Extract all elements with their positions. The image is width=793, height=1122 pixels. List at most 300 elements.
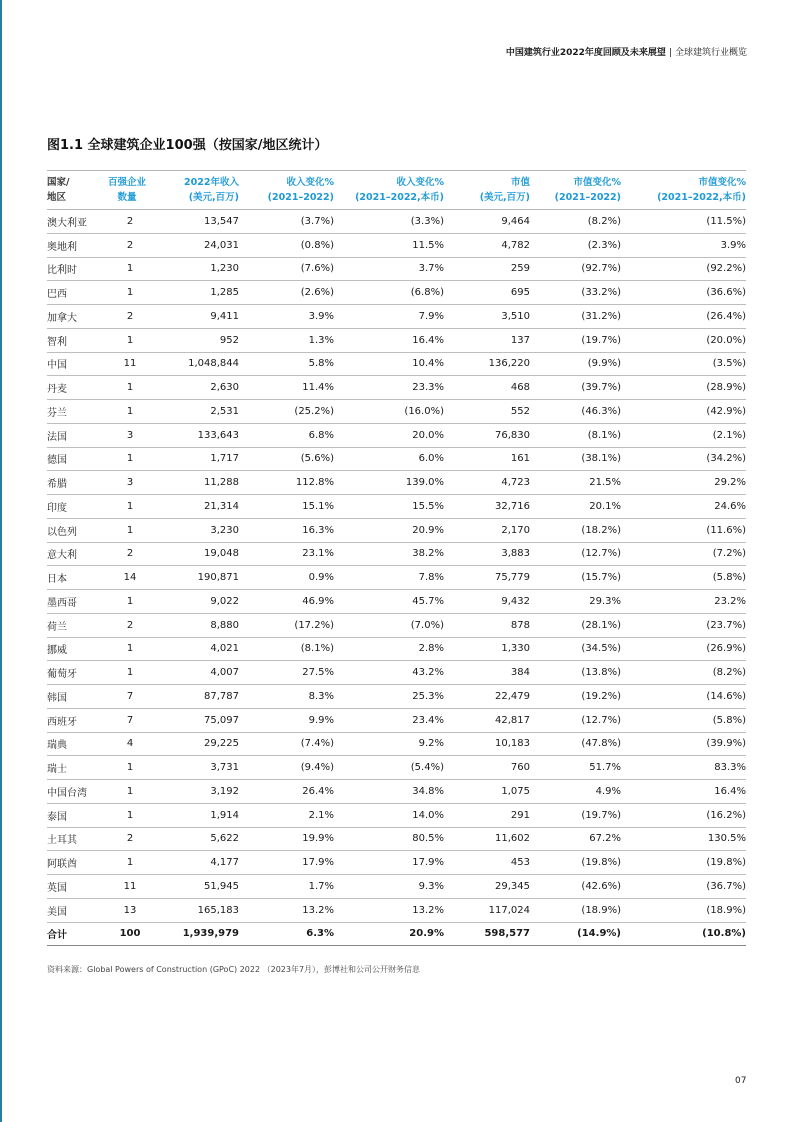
table-cell: 2 <box>103 613 151 637</box>
column-header-line2: (2021–2022) <box>267 192 334 203</box>
table-cell: (19.7%) <box>530 803 621 827</box>
table-cell: 2,531 <box>151 400 239 424</box>
table-cell: 1 <box>103 803 151 827</box>
row-label: 法国 <box>47 423 103 447</box>
table-cell: 137 <box>444 328 530 352</box>
row-label: 阿联酋 <box>47 851 103 875</box>
table-cell: 3,731 <box>151 756 239 780</box>
row-label: 葡萄牙 <box>47 661 103 685</box>
table-cell: (36.7%) <box>621 875 746 899</box>
table-cell: 11 <box>103 352 151 376</box>
table-row <box>47 708 746 732</box>
table-cell: 51,945 <box>151 875 239 899</box>
table-cell: 1 <box>103 661 151 685</box>
table-cell: (8.2%) <box>530 210 621 234</box>
table-cell: 25.3% <box>334 685 444 709</box>
table-cell: 3.7% <box>334 257 444 281</box>
table-cell: 19,048 <box>151 542 239 566</box>
table-cell: 24.6% <box>621 495 746 519</box>
page-header <box>506 45 747 58</box>
table-row <box>47 518 746 542</box>
table-cell: 1,230 <box>151 257 239 281</box>
source-note: 资料来源：Global Powers of Construction (GPoC) 2022 （2023年7月），彭博社和公司公开财务信息 <box>47 965 421 974</box>
table-cell: 27.5% <box>239 661 334 685</box>
table-cell: (26.9%) <box>621 637 746 661</box>
table-cell: (14.6%) <box>621 685 746 709</box>
table-cell: 1,048,844 <box>151 352 239 376</box>
table-cell: 291 <box>444 803 530 827</box>
table-cell: (19.2%) <box>530 685 621 709</box>
table-cell: 1,075 <box>444 780 530 804</box>
table-cell: 29.2% <box>621 471 746 495</box>
table-cell: 51.7% <box>530 756 621 780</box>
column-header-line2: (2021–2022,本币) <box>355 192 444 203</box>
table-cell: (9.4%) <box>239 756 334 780</box>
row-label: 日本 <box>47 566 103 590</box>
table-cell: (18.2%) <box>530 518 621 542</box>
column-header-line1: 国家/ <box>47 177 70 188</box>
table-cell: 1 <box>103 590 151 614</box>
table-cell: 598,577 <box>444 922 530 946</box>
column-header-line1: 收入变化% <box>286 177 334 188</box>
table-cell: 21.5% <box>530 471 621 495</box>
table-cell: (8.1%) <box>530 423 621 447</box>
table-row <box>47 305 746 329</box>
table-cell: (26.4%) <box>621 305 746 329</box>
table-cell: 2 <box>103 827 151 851</box>
table-cell: 75,779 <box>444 566 530 590</box>
row-label: 泰国 <box>47 803 103 827</box>
table-cell: 29,345 <box>444 875 530 899</box>
table-cell: 13.2% <box>239 898 334 922</box>
table-cell: 38.2% <box>334 542 444 566</box>
table-cell: (92.7%) <box>530 257 621 281</box>
table-row <box>47 851 746 875</box>
table-cell: (2.3%) <box>530 233 621 257</box>
row-label: 瑞典 <box>47 732 103 756</box>
table-row <box>47 875 746 899</box>
row-label: 英国 <box>47 875 103 899</box>
section-title: 全球建筑行业概览 <box>674 48 747 58</box>
table-cell: (7.0%) <box>334 613 444 637</box>
table-cell: (18.9%) <box>621 898 746 922</box>
table-row <box>47 423 746 447</box>
table-cell: 23.2% <box>621 590 746 614</box>
table-row <box>47 756 746 780</box>
table-cell: 23.3% <box>334 376 444 400</box>
table-cell: 165,183 <box>151 898 239 922</box>
row-label: 加拿大 <box>47 305 103 329</box>
table-row <box>47 661 746 685</box>
table-cell: 2 <box>103 542 151 566</box>
table-cell: 1 <box>103 518 151 542</box>
header-separator: | <box>668 48 672 58</box>
table-cell: 1 <box>103 400 151 424</box>
table-cell: 9.9% <box>239 708 334 732</box>
table-cell: (14.9%) <box>530 922 621 946</box>
table-cell: 14 <box>103 566 151 590</box>
table-cell: (34.5%) <box>530 637 621 661</box>
table-cell: 468 <box>444 376 530 400</box>
table-cell: 17.9% <box>239 851 334 875</box>
table-cell: 5.8% <box>239 352 334 376</box>
table-cell: (28.9%) <box>621 376 746 400</box>
table-row <box>47 281 746 305</box>
table-cell: 20.1% <box>530 495 621 519</box>
table-cell: (2.6%) <box>239 281 334 305</box>
table-row <box>47 328 746 352</box>
column-header-line2: (美元,百万) <box>479 192 530 203</box>
table-cell: 3,192 <box>151 780 239 804</box>
table-cell: 13,547 <box>151 210 239 234</box>
table-cell: 14.0% <box>334 803 444 827</box>
table-cell: (11.6%) <box>621 518 746 542</box>
table-cell: 2 <box>103 305 151 329</box>
table-cell: 1 <box>103 281 151 305</box>
table-header-row <box>47 171 746 210</box>
table-cell: 1 <box>103 851 151 875</box>
table-cell: 19.9% <box>239 827 334 851</box>
table-cell: 2 <box>103 233 151 257</box>
table-cell: (15.7%) <box>530 566 621 590</box>
column-header-line2: 地区 <box>47 192 67 203</box>
table-cell: 10,183 <box>444 732 530 756</box>
table-cell: 1,939,979 <box>151 922 239 946</box>
table-cell: 15.1% <box>239 495 334 519</box>
table-cell: (39.9%) <box>621 732 746 756</box>
row-label: 比利时 <box>47 257 103 281</box>
table-cell: (17.2%) <box>239 613 334 637</box>
table-cell: (0.8%) <box>239 233 334 257</box>
row-label: 合计 <box>47 922 103 946</box>
table-cell: (7.6%) <box>239 257 334 281</box>
table-cell: (46.3%) <box>530 400 621 424</box>
table-cell: (34.2%) <box>621 447 746 471</box>
table-cell: 11,602 <box>444 827 530 851</box>
table-row <box>47 613 746 637</box>
table-total-row <box>47 922 746 946</box>
table-row <box>47 257 746 281</box>
table-cell: 9,022 <box>151 590 239 614</box>
table-cell: 1,330 <box>444 637 530 661</box>
table-cell: 11,288 <box>151 471 239 495</box>
table-cell: 4,021 <box>151 637 239 661</box>
column-header-5 <box>444 171 530 210</box>
column-header-line2: (2021–2022) <box>554 192 621 203</box>
column-header-line2: (2021–2022,本币) <box>657 192 746 203</box>
table-cell: 3,230 <box>151 518 239 542</box>
table-row <box>47 732 746 756</box>
row-label: 土耳其 <box>47 827 103 851</box>
table-cell: 20.9% <box>334 922 444 946</box>
table-cell: 11.5% <box>334 233 444 257</box>
table-cell: 384 <box>444 661 530 685</box>
table-cell: 23.1% <box>239 542 334 566</box>
table-cell: 9,464 <box>444 210 530 234</box>
row-label: 以色列 <box>47 518 103 542</box>
table-cell: (7.2%) <box>621 542 746 566</box>
table-cell: (19.8%) <box>530 851 621 875</box>
table-cell: (19.7%) <box>530 328 621 352</box>
column-header-3 <box>239 171 334 210</box>
row-label: 荷兰 <box>47 613 103 637</box>
table-cell: 1,285 <box>151 281 239 305</box>
table-cell: 87,787 <box>151 685 239 709</box>
table-cell: 3 <box>103 471 151 495</box>
table-cell: 4,177 <box>151 851 239 875</box>
table-cell: 259 <box>444 257 530 281</box>
table-cell: (7.4%) <box>239 732 334 756</box>
table-cell: 76,830 <box>444 423 530 447</box>
table-cell: 2,630 <box>151 376 239 400</box>
table-cell: 139.0% <box>334 471 444 495</box>
table-cell: 1,914 <box>151 803 239 827</box>
page-number: 07 <box>735 1076 747 1086</box>
table-row <box>47 590 746 614</box>
table-cell: 7.9% <box>334 305 444 329</box>
table-row <box>47 210 746 234</box>
table-cell: (12.7%) <box>530 542 621 566</box>
table-cell: (28.1%) <box>530 613 621 637</box>
table-cell: 878 <box>444 613 530 637</box>
table-cell: 1 <box>103 257 151 281</box>
table-cell: 9.2% <box>334 732 444 756</box>
row-label: 西班牙 <box>47 708 103 732</box>
table-cell: 43.2% <box>334 661 444 685</box>
table-cell: 2 <box>103 210 151 234</box>
table-cell: (9.9%) <box>530 352 621 376</box>
table-body <box>47 210 746 946</box>
column-header-6 <box>530 171 621 210</box>
table-cell: (39.7%) <box>530 376 621 400</box>
column-header-line1: 市值 <box>510 177 530 188</box>
table-cell: 0.9% <box>239 566 334 590</box>
table-cell: (5.8%) <box>621 708 746 732</box>
table-row <box>47 352 746 376</box>
page-left-border <box>0 0 2 1122</box>
table-cell: 4,723 <box>444 471 530 495</box>
column-header-line1: 百强企业 <box>107 177 146 188</box>
table-cell: (92.2%) <box>621 257 746 281</box>
table-cell: 190,871 <box>151 566 239 590</box>
table-cell: 34.8% <box>334 780 444 804</box>
table-cell: 3.9% <box>239 305 334 329</box>
table-row <box>47 471 746 495</box>
table-cell: 46.9% <box>239 590 334 614</box>
table-cell: 20.0% <box>334 423 444 447</box>
table-cell: 16.3% <box>239 518 334 542</box>
table-cell: 2.8% <box>334 637 444 661</box>
table-cell: 1 <box>103 637 151 661</box>
table-cell: 760 <box>444 756 530 780</box>
table-cell: 695 <box>444 281 530 305</box>
table-cell: 22,479 <box>444 685 530 709</box>
table-row <box>47 400 746 424</box>
table-cell: 11.4% <box>239 376 334 400</box>
table-cell: 1.3% <box>239 328 334 352</box>
table-cell: 13.2% <box>334 898 444 922</box>
table-cell: 75,097 <box>151 708 239 732</box>
column-header-0 <box>47 171 103 210</box>
table-cell: 23.4% <box>334 708 444 732</box>
row-label: 印度 <box>47 495 103 519</box>
table-cell: (2.1%) <box>621 423 746 447</box>
table-cell: (20.0%) <box>621 328 746 352</box>
table-cell: 2,170 <box>444 518 530 542</box>
table-cell: 21,314 <box>151 495 239 519</box>
table-row <box>47 542 746 566</box>
row-label: 智利 <box>47 328 103 352</box>
table-cell: 136,220 <box>444 352 530 376</box>
table-cell: 1 <box>103 780 151 804</box>
table-row <box>47 233 746 257</box>
table-row <box>47 495 746 519</box>
row-label: 奥地利 <box>47 233 103 257</box>
table-cell: 1.7% <box>239 875 334 899</box>
table-cell: 20.9% <box>334 518 444 542</box>
table-cell: (3.5%) <box>621 352 746 376</box>
table-cell: 130.5% <box>621 827 746 851</box>
table-cell: 4 <box>103 732 151 756</box>
table-cell: 67.2% <box>530 827 621 851</box>
table-cell: (31.2%) <box>530 305 621 329</box>
table-row <box>47 447 746 471</box>
table-cell: 1 <box>103 495 151 519</box>
table-cell: 161 <box>444 447 530 471</box>
table-cell: 7 <box>103 708 151 732</box>
table-cell: 7.8% <box>334 566 444 590</box>
table-cell: 4.9% <box>530 780 621 804</box>
table-cell: (33.2%) <box>530 281 621 305</box>
column-header-4 <box>334 171 444 210</box>
table-row <box>47 566 746 590</box>
table-cell: 17.9% <box>334 851 444 875</box>
table-cell: 11 <box>103 875 151 899</box>
table-cell: (16.0%) <box>334 400 444 424</box>
table-cell: (38.1%) <box>530 447 621 471</box>
table-cell: (42.6%) <box>530 875 621 899</box>
table-cell: (10.8%) <box>621 922 746 946</box>
table-cell: 8.3% <box>239 685 334 709</box>
row-label: 丹麦 <box>47 376 103 400</box>
table-cell: (3.3%) <box>334 210 444 234</box>
column-header-line2: (美元,百万) <box>188 192 239 203</box>
table-cell: (47.8%) <box>530 732 621 756</box>
table-cell: 42,817 <box>444 708 530 732</box>
table-cell: 32,716 <box>444 495 530 519</box>
table-cell: (18.9%) <box>530 898 621 922</box>
table-cell: 453 <box>444 851 530 875</box>
table-cell: (19.8%) <box>621 851 746 875</box>
table-cell: (5.6%) <box>239 447 334 471</box>
table-cell: 24,031 <box>151 233 239 257</box>
table-cell: 1 <box>103 756 151 780</box>
table-cell: 552 <box>444 400 530 424</box>
table-cell: 3.9% <box>621 233 746 257</box>
table-cell: 1 <box>103 328 151 352</box>
table-cell: 6.3% <box>239 922 334 946</box>
table-cell: 29,225 <box>151 732 239 756</box>
construction-top100-table <box>47 170 746 946</box>
table-cell: 13 <box>103 898 151 922</box>
column-header-line2: 数量 <box>117 192 137 203</box>
table-cell: (13.8%) <box>530 661 621 685</box>
column-header-line1: 市值变化% <box>698 177 746 188</box>
table-cell: 83.3% <box>621 756 746 780</box>
table-cell: 3,883 <box>444 542 530 566</box>
row-label: 中国台湾 <box>47 780 103 804</box>
table-cell: 1 <box>103 447 151 471</box>
column-header-line1: 市值变化% <box>573 177 621 188</box>
table-cell: 9.3% <box>334 875 444 899</box>
table-row <box>47 376 746 400</box>
table-cell: (5.4%) <box>334 756 444 780</box>
table-cell: 8,880 <box>151 613 239 637</box>
table-cell: 26.4% <box>239 780 334 804</box>
table-row <box>47 898 746 922</box>
column-header-1 <box>103 171 151 210</box>
table-cell: 45.7% <box>334 590 444 614</box>
table-cell: 7 <box>103 685 151 709</box>
row-label: 中国 <box>47 352 103 376</box>
figure-title: 图1.1 全球建筑企业100强（按国家/地区统计） <box>47 138 328 153</box>
table-cell: (16.2%) <box>621 803 746 827</box>
column-header-line1: 收入变化% <box>396 177 444 188</box>
table-cell: 100 <box>103 922 151 946</box>
column-header-line1: 2022年收入 <box>184 177 239 188</box>
table-cell: 5,622 <box>151 827 239 851</box>
table-row <box>47 685 746 709</box>
table-cell: (5.8%) <box>621 566 746 590</box>
table-cell: 133,643 <box>151 423 239 447</box>
column-header-2 <box>151 171 239 210</box>
table-cell: (25.2%) <box>239 400 334 424</box>
table-cell: (8.2%) <box>621 661 746 685</box>
table-cell: 3,510 <box>444 305 530 329</box>
table-cell: 6.8% <box>239 423 334 447</box>
table-cell: (6.8%) <box>334 281 444 305</box>
table-cell: 4,007 <box>151 661 239 685</box>
table-cell: 15.5% <box>334 495 444 519</box>
row-label: 希腊 <box>47 471 103 495</box>
table-row <box>47 803 746 827</box>
table-cell: (36.6%) <box>621 281 746 305</box>
row-label: 意大利 <box>47 542 103 566</box>
table-cell: 112.8% <box>239 471 334 495</box>
table-cell: 80.5% <box>334 827 444 851</box>
table-cell: (42.9%) <box>621 400 746 424</box>
table-cell: 1 <box>103 376 151 400</box>
table-cell: 117,024 <box>444 898 530 922</box>
table-cell: 4,782 <box>444 233 530 257</box>
table-cell: (11.5%) <box>621 210 746 234</box>
table-cell: (23.7%) <box>621 613 746 637</box>
table-cell: 29.3% <box>530 590 621 614</box>
table-cell: 16.4% <box>334 328 444 352</box>
row-label: 瑞士 <box>47 756 103 780</box>
column-header-7 <box>621 171 746 210</box>
row-label: 韩国 <box>47 685 103 709</box>
report-title: 中国建筑行业2022年度回顾及未来展望 <box>505 48 666 58</box>
table-cell: 2.1% <box>239 803 334 827</box>
table-cell: (3.7%) <box>239 210 334 234</box>
table-cell: (8.1%) <box>239 637 334 661</box>
row-label: 巴西 <box>47 281 103 305</box>
table-header <box>47 171 746 210</box>
table-cell: 1,717 <box>151 447 239 471</box>
table-cell: 3 <box>103 423 151 447</box>
row-label: 德国 <box>47 447 103 471</box>
